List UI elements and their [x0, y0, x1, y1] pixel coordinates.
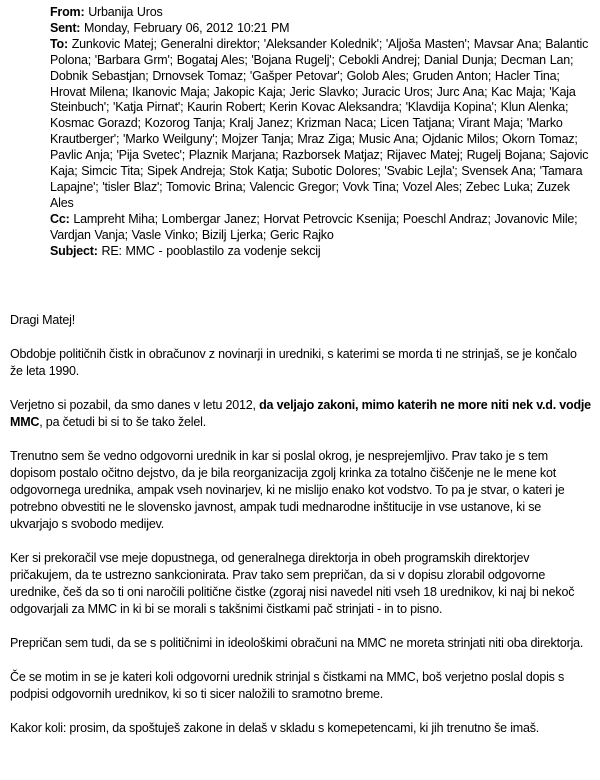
paragraph-7: Kakor koli: prosim, da spoštuješ zakone in delaš v skladu s komepetencami, ki jih trenutno še imaš. [10, 720, 540, 735]
header-row-cc [50, 212, 594, 244]
paragraph-3: Trenutno sem še vedno odgovorni urednik in kar si poslal okrog, je nesprejemljivo. Prav tako je s tem dopisom postalo očitno dejstvo, da je bila reorganizacija zgolj krinka za totalno čiščenje ne le mene kot odgovornega urednika, ampak vseh novinarjev, ki ne mislijo enako kot vodstvo. To pa je stvar, o kateri je potrebno obvestiti ne le slovensko javnost, ampak tudi mednarodne inštitucije in vse ustanove, ki se ukvarjajo s svobodo medijev. [10, 448, 565, 531]
header-value-sent: Monday, February 06, 2012 10:21 PM [84, 20, 290, 35]
email-header-block [50, 5, 594, 260]
header-label-to: To: [50, 36, 68, 51]
header-value-cc-recipients: Lampreht Miha; Lombergar Janez; Horvat Petrovcic Ksenija; Poeschl Andraz; Jovanovic Mile; Vardjan Vanja; Vasle Vinko; Bizilj Ljerka; Geric Rajko [50, 211, 578, 242]
header-label-cc: Cc: [50, 211, 70, 226]
header-label-subject: Subject: [50, 243, 98, 258]
header-value-to-recipients: Zunkovic Matej; Generalni direktor; 'Aleksander Kolednik'; 'Aljoša Masten'; Mavsar Ana; Balantic Polona; 'Barbara Grm'; Bogataj Ales; 'Bojana Rugelj'; Cebokli Andrej; Danial Dunja; Decman Lan; Dobnik Sebastjan; Drnovsek Tomaz; 'Gašper Petovar'; Golob Ales; Gruden Anton; Hacler Tina; Hrovat Milena; Ikanovic Maja; Jakopic Kaja; Jeric Slavko; Juracic Uros; Jurc Ana; Kac Maja; 'Kaja Steinbuch'; 'Katja Pirnat'; Kaurin Robert; Kerin Kovac Aleksandra; 'Klavdija Kopina'; Klun Alenka; Kosmac Gorazd; Kozorog Tanja; Kralj Janez; Krizman Naca; Licen Tatjana; Virant Maja; 'Marko Krautberger'; 'Marko Weilguny'; Mojzer Tanja; Mraz Ziga; Music Ana; Ojdanic Milos; Okorn Tomaz; Pavlic Anja; 'Pija Svetec'; Plaznik Marjana; Razborsek Matjaz; Rijavec Matej; Rugelj Bojana; Sajovic Kaja; Simcic Tita; Sipek Andreja; Stok Katja; Subotic Dolores; 'Svabic Lejla'; Svensek Ana; 'Tamara Lapajne'; 'tisler Blaz'; Tomovic Brina; Valencic Gregor; Vovk Tina; Vozel Ales; Zebec Luka; Zuzek Ales [50, 36, 589, 210]
paragraph-2-post: , pa četudi bi si to še tako želel. [39, 414, 206, 429]
header-label-from: From: [50, 5, 85, 19]
header-label-sent: Sent: [50, 20, 81, 35]
paragraph-6: Če se motim in se je kateri koli odgovorni urednik strinjal s čistkami na MMC, boš verjetno poslal dopis s podpisi odgovornih urednikov, ki so ti sicer naložili to sramotno breme. [10, 669, 565, 701]
header-row-from [50, 5, 594, 21]
paragraph-2-bold-phrase: da veljajo zakoni, mimo katerih ne more niti nek v.d. vodje MMC [10, 397, 591, 429]
header-value-subject: RE: MMC - pooblastilo za vodenje sekcij [101, 243, 321, 258]
header-row-to [50, 37, 594, 212]
paragraph-2-pre: Verjetno si pozabil, da smo danes v letu 2012, [10, 397, 260, 412]
paragraph-2 [10, 397, 592, 431]
paragraph-1: Obdobje političnih čistk in obračunov z novinarji in uredniki, s katerimi se morda ti ne strinjaš, se je končalo že leta 1990. [10, 346, 577, 378]
paragraph-5: Prepričan sem tudi, da se s političnimi in ideološkimi obračuni na MMC ne moreta strinjati niti oba direktorja. [10, 635, 584, 650]
paragraph-4: Ker si prekoračil vse meje dopustnega, od generalnega direktorja in obeh programskih direktorjev pričakujem, da te ustrezno sankcionirata. Prav tako sem prepričan, da si v dopisu zlorabil odgovorne urednike, češ da so ti oni naročili politične čistke (zgoraj nisi navedel niti vseh 18 urednikov, ki naj bi nekoč odgovarjali za MMC in ki bi se morali s takšnimi čistkami pač strinjati - in to pisno. [10, 550, 575, 616]
email-body [10, 312, 592, 737]
header-value-from: Urbanija Uros [88, 5, 163, 19]
salutation: Dragi Matej! [10, 312, 75, 327]
header-row-subject [50, 244, 594, 260]
header-row-sent [50, 21, 594, 37]
